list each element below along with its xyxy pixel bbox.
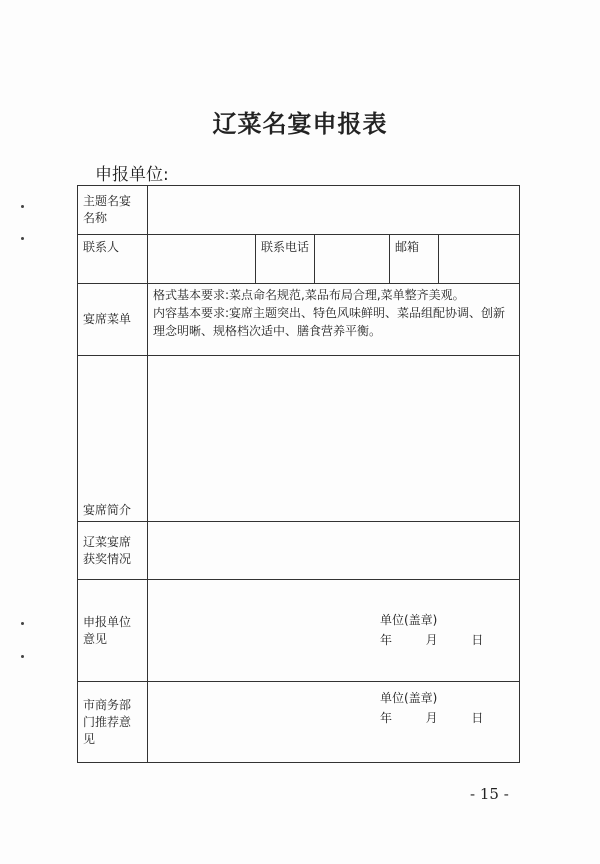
day-label: 日 [471,711,484,725]
menu-row [78,284,520,356]
content-requirements: 内容基本要求:宴席主题突出、特色风味鲜明、菜品组配协调、创新理念明晰、规格档次适中、膳食营养平衡。 [153,306,506,338]
commerce-opinion-label: 市商务部门推荐意见 [78,682,148,763]
awards-row [78,522,520,580]
format-requirements: 格式基本要求:菜点命名规范,菜品布局合理,菜单整齐美观。 [153,288,465,302]
month-label: 月 [425,711,438,725]
page-number: - 15 - [470,785,509,803]
contact-field[interactable] [148,235,256,284]
unit-opinion-field[interactable] [148,580,520,682]
menu-field[interactable] [148,284,520,356]
commerce-seal-label: 单位(盖章) [380,691,438,705]
intro-field[interactable] [148,356,520,522]
contact-row [78,235,520,284]
awards-field[interactable] [148,522,520,580]
unit-opinion-label: 申报单位意见 [78,580,148,682]
menu-label: 宴席菜单 [78,284,148,356]
scan-speck [21,622,24,625]
application-form-table [77,185,520,763]
commerce-opinion-row [78,682,520,763]
intro-row [78,356,520,522]
phone-field[interactable] [315,235,390,284]
email-label: 邮箱 [390,235,439,284]
intro-label: 宴席简介 [78,356,148,522]
scan-speck [21,237,24,240]
scan-speck [21,205,24,208]
awards-label: 辽菜宴席获奖情况 [78,522,148,580]
scan-speck [21,655,24,658]
unit-opinion-row [78,580,520,682]
commerce-opinion-field[interactable] [148,682,520,763]
unit-opinion-date [380,632,483,649]
form-title: 辽菜名宴申报表 [212,110,388,138]
theme-name-label: 主题名宴名称 [78,186,148,235]
theme-name-field[interactable] [148,186,520,235]
year-label: 年 [380,711,393,725]
theme-name-row [78,186,520,235]
unit-seal-label: 单位(盖章) [380,613,438,627]
day-label: 日 [471,633,484,647]
applicant-unit-label: 申报单位: [95,165,169,185]
contact-label: 联系人 [78,235,148,284]
month-label: 月 [425,633,438,647]
year-label: 年 [380,633,393,647]
phone-label: 联系电话 [256,235,315,284]
email-field[interactable] [439,235,520,284]
commerce-opinion-date [380,710,483,727]
